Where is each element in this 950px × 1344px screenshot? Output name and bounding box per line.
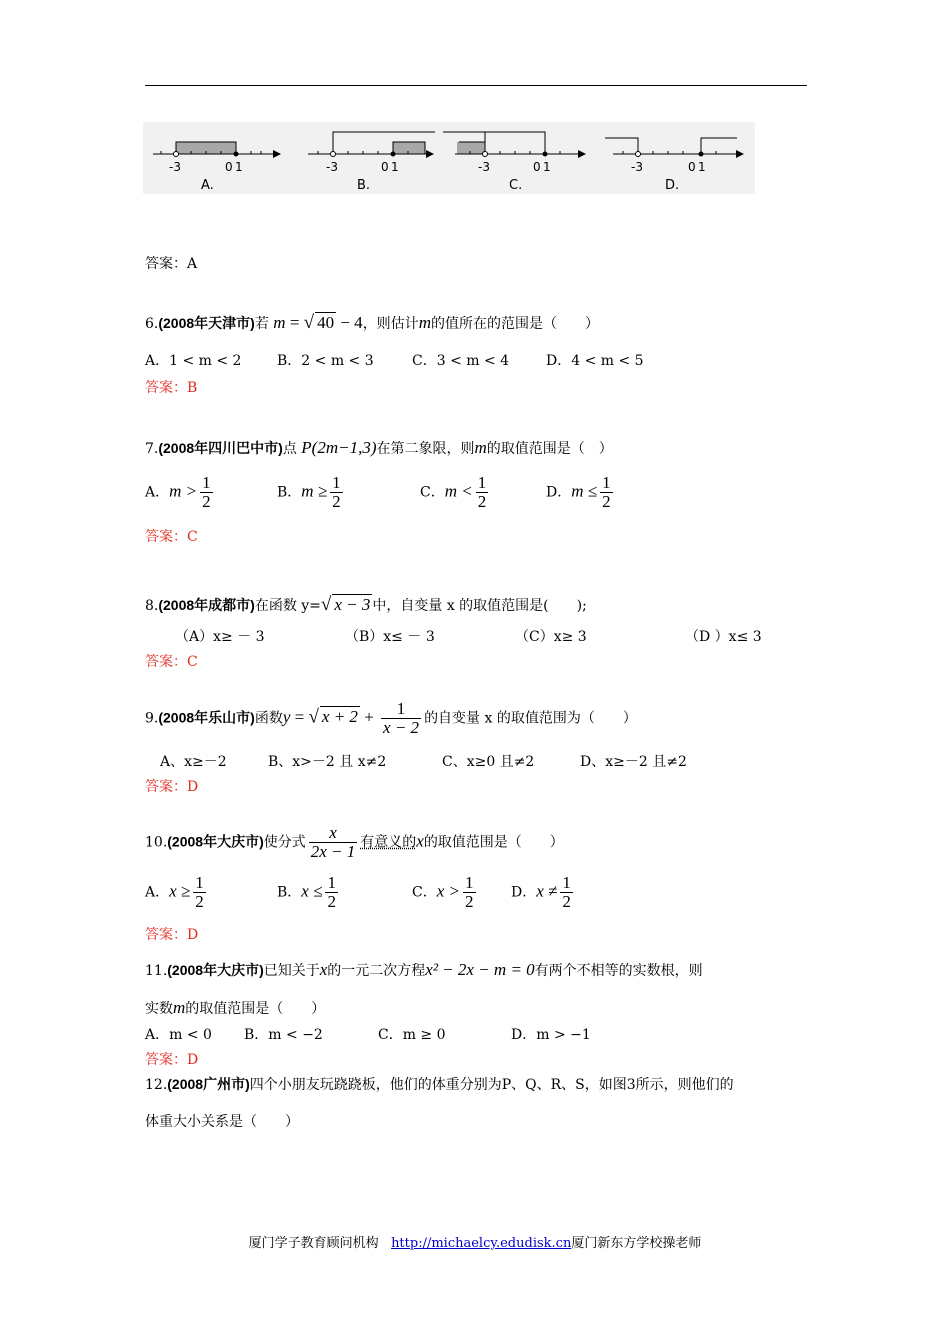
- tick-label: 0: [381, 160, 389, 174]
- math-expr: P(2m−1,3): [301, 438, 377, 457]
- option-letter: C．: [412, 884, 437, 901]
- denominator: 2: [332, 491, 341, 511]
- option-rel: m <: [444, 481, 473, 501]
- question-6: [145, 312, 599, 334]
- math-plus: +: [359, 707, 379, 727]
- denominator: 2: [477, 491, 487, 511]
- q11-option-a: A．m < 0: [145, 1027, 212, 1043]
- answer-value: C: [187, 654, 198, 670]
- question-source: (2008年四川巴中市): [158, 440, 283, 456]
- q11-option-c: C．m ≥ 0: [378, 1027, 446, 1043]
- option-rel: x ≥: [169, 881, 191, 901]
- q11-option-b: B．m < −2: [244, 1027, 323, 1043]
- fraction: [325, 874, 338, 911]
- sqrt-icon: √: [320, 594, 332, 615]
- answer-label: 答案：: [145, 779, 187, 795]
- option-rel: m ≥: [301, 481, 328, 501]
- numerator: 1: [465, 873, 474, 892]
- tick-label: 1: [235, 160, 243, 174]
- q8-answer: [145, 651, 198, 671]
- question-number: 11.: [145, 963, 168, 979]
- q10-option-c: [412, 874, 479, 911]
- question-11-line2: [145, 998, 325, 1018]
- answer-value: D: [187, 779, 199, 795]
- header-rule: [145, 85, 807, 86]
- answer-value: D: [187, 1052, 199, 1068]
- math-var: x: [319, 960, 328, 979]
- question-number: 9.: [145, 710, 159, 727]
- fraction: [193, 874, 206, 911]
- tick-label: -3: [169, 160, 181, 174]
- question-number: 8.: [145, 598, 159, 614]
- question-text: 四个小朋友玩跷跷板，他们的体重分别为P、Q、R、S，如图3所示，则他们的: [249, 1077, 734, 1093]
- question-text: 的一元二次方程: [327, 963, 426, 979]
- question-text: 的取值范围是（ ）: [486, 441, 613, 457]
- q6-answer: [145, 377, 197, 397]
- q9-option-b: B、x>－2 且 x≠2: [268, 754, 387, 770]
- q5-answer: [145, 253, 197, 273]
- question-text: 的自变量 x 的取值范围为（ ）: [424, 710, 637, 727]
- option-letter: A.: [201, 178, 214, 193]
- sqrt-icon: √: [303, 312, 315, 333]
- q8-option-a: （A）x≥ － 3: [175, 629, 265, 645]
- numerator: 1: [327, 873, 336, 892]
- question-number: 12.: [145, 1077, 168, 1093]
- fraction: [476, 474, 489, 511]
- numerator: 1: [602, 473, 611, 492]
- answer-label: 答案：: [145, 927, 187, 943]
- numerator: 1: [195, 873, 204, 892]
- denominator: x − 2: [383, 717, 420, 737]
- question-text: 已知关于: [263, 963, 320, 979]
- option-rel: x >: [436, 881, 460, 901]
- page-footer: [0, 1232, 950, 1251]
- q10-answer: [145, 924, 198, 944]
- question-10: [145, 824, 564, 861]
- question-text: 中，自变量 x 的取值范围是( );: [372, 598, 587, 614]
- question-text: 在函数 y=: [254, 598, 321, 614]
- q7-option-c: [420, 474, 491, 511]
- q10-option-b: [277, 874, 341, 911]
- numerator: 1: [477, 473, 487, 492]
- fraction: [560, 874, 573, 911]
- question-7: [145, 438, 613, 458]
- q6-option-a: A．1 < m < 2: [145, 353, 242, 369]
- answer-label: 答案：: [145, 529, 187, 545]
- question-source: (2008年乐山市): [158, 709, 255, 726]
- numerator: x: [309, 824, 358, 843]
- question-text: 函数: [254, 710, 283, 727]
- math-expr: x² − 2x − m = 0: [425, 960, 535, 979]
- question-12-line2: 体重大小关系是（ ）: [145, 1114, 299, 1130]
- q9-answer: [145, 776, 198, 796]
- denominator: 2: [562, 891, 571, 911]
- question-text: 使分式: [263, 834, 306, 851]
- q11-answer: [145, 1049, 198, 1069]
- question-9: [145, 700, 637, 737]
- q11-option-d: D．m > −1: [511, 1027, 591, 1043]
- footer-teacher: 厦门新东方学校操老师: [571, 1236, 702, 1251]
- tick-label: 1: [543, 160, 551, 174]
- option-rel: m ≤: [571, 481, 598, 501]
- number-line-figure: [143, 122, 755, 194]
- fraction: [309, 824, 358, 861]
- fraction: [600, 474, 613, 511]
- fraction: [381, 700, 421, 737]
- q7-option-b: [277, 474, 346, 511]
- q6-option-b: B．2 < m < 3: [277, 353, 374, 369]
- question-number: 6.: [145, 316, 159, 332]
- q8-option-b: （B）x≤ － 3: [345, 629, 435, 645]
- question-12: [145, 1074, 734, 1094]
- numerator: 1: [381, 700, 421, 719]
- tick-label: 1: [391, 160, 399, 174]
- question-text: 点: [282, 441, 297, 457]
- question-text: 在第二象限，则: [376, 441, 475, 457]
- question-source: (2008广州市): [167, 1076, 250, 1092]
- tick-label: 0: [533, 160, 541, 174]
- question-11: [145, 960, 703, 980]
- question-number: 7.: [145, 441, 159, 457]
- math-eq: =: [290, 707, 309, 727]
- option-rel: x ≠: [536, 881, 558, 901]
- option-letter: B．: [277, 884, 302, 901]
- denominator: 2: [195, 891, 204, 911]
- answer-value: D: [187, 927, 199, 943]
- option-letter: C.: [509, 178, 523, 193]
- question-source: (2008年大庆市): [167, 833, 264, 850]
- answer-value: B: [187, 380, 198, 396]
- numerator: 1: [562, 873, 571, 892]
- option-letter: B.: [357, 178, 371, 193]
- q9-option-a: A、x≥－2: [160, 754, 227, 770]
- math-var: m: [173, 998, 186, 1017]
- answer-label: 答案：: [145, 256, 187, 272]
- denominator: 2x − 1: [310, 841, 356, 861]
- answer-label: 答案：: [145, 380, 187, 396]
- numerator: 1: [332, 473, 341, 492]
- q8-option-c: （C）x≥ 3: [515, 629, 587, 645]
- q7-option-d: [546, 474, 616, 511]
- option-letter: A．: [145, 484, 170, 501]
- question-source: (2008年成都市): [158, 597, 255, 613]
- tick-label: 0: [688, 160, 696, 174]
- math-var: m: [273, 313, 286, 332]
- tick-label: 1: [698, 160, 706, 174]
- q7-answer: [145, 526, 198, 546]
- answer-value: C: [187, 529, 198, 545]
- math-eq: =: [285, 313, 304, 332]
- fraction: [200, 474, 213, 511]
- math-var: m: [474, 438, 487, 457]
- math-minus: − 4: [336, 313, 363, 332]
- footer-org: 厦门学子教育顾问机构: [248, 1236, 379, 1251]
- fraction: [330, 474, 343, 511]
- math-var: x: [416, 831, 424, 851]
- option-rel: m >: [169, 481, 198, 501]
- question-8: [145, 594, 587, 616]
- q10-option-a: [145, 874, 209, 911]
- question-text: 有两个不相等的实数根，则: [534, 963, 703, 979]
- math-var: m: [418, 313, 431, 332]
- radicand: x − 3: [334, 595, 371, 614]
- question-text: 实数: [145, 1001, 173, 1017]
- answer-value: A: [187, 256, 198, 272]
- q7-option-a: [145, 474, 216, 511]
- q6-option-c: C．3 < m < 4: [412, 353, 510, 369]
- question-number: 10.: [145, 834, 168, 851]
- answer-label: 答案：: [145, 1052, 187, 1068]
- question-source: (2008年天津市): [158, 315, 255, 331]
- denominator: 2: [202, 491, 211, 511]
- question-text: 有意义的: [360, 834, 417, 851]
- sqrt-icon: √: [308, 706, 319, 728]
- math-var: y: [282, 707, 291, 727]
- question-source: (2008年大庆市): [167, 962, 264, 978]
- footer-link[interactable]: http://michaelcy.edudisk.cn: [391, 1236, 572, 1251]
- question-text: ，则估计: [362, 316, 419, 332]
- option-letter: D．: [546, 484, 572, 501]
- option-letter: B．: [277, 484, 302, 501]
- tick-label: -3: [326, 160, 338, 174]
- denominator: 2: [327, 891, 336, 911]
- q9-option-d: D、x≥－2 且≠2: [580, 754, 687, 770]
- radicand: 40: [317, 313, 335, 332]
- question-text: 的值所在的范围是（ ）: [430, 316, 599, 332]
- option-letter: D．: [511, 884, 537, 901]
- denominator: 2: [602, 491, 611, 511]
- option-letter: C．: [420, 484, 445, 501]
- q10-option-d: [511, 874, 576, 911]
- tick-label: 0: [225, 160, 233, 174]
- tick-label: -3: [631, 160, 643, 174]
- question-text: 若: [254, 316, 269, 332]
- answer-label: 答案：: [145, 654, 187, 670]
- q6-option-d: D．4 < m < 5: [546, 353, 644, 369]
- q8-option-d: （D ）x≤ 3: [685, 629, 762, 645]
- question-text: 的取值范围是（ ）: [185, 1001, 326, 1017]
- option-letter: D.: [665, 178, 680, 193]
- question-text: 的取值范围是（ ）: [423, 834, 564, 851]
- numerator: 1: [202, 473, 211, 492]
- q9-option-c: C、x≥0 且≠2: [442, 754, 535, 770]
- radicand: x + 2: [321, 707, 358, 727]
- tick-label: -3: [478, 160, 490, 174]
- option-rel: x ≤: [301, 881, 323, 901]
- denominator: 2: [465, 891, 474, 911]
- fraction: [463, 874, 476, 911]
- option-letter: A．: [145, 884, 170, 901]
